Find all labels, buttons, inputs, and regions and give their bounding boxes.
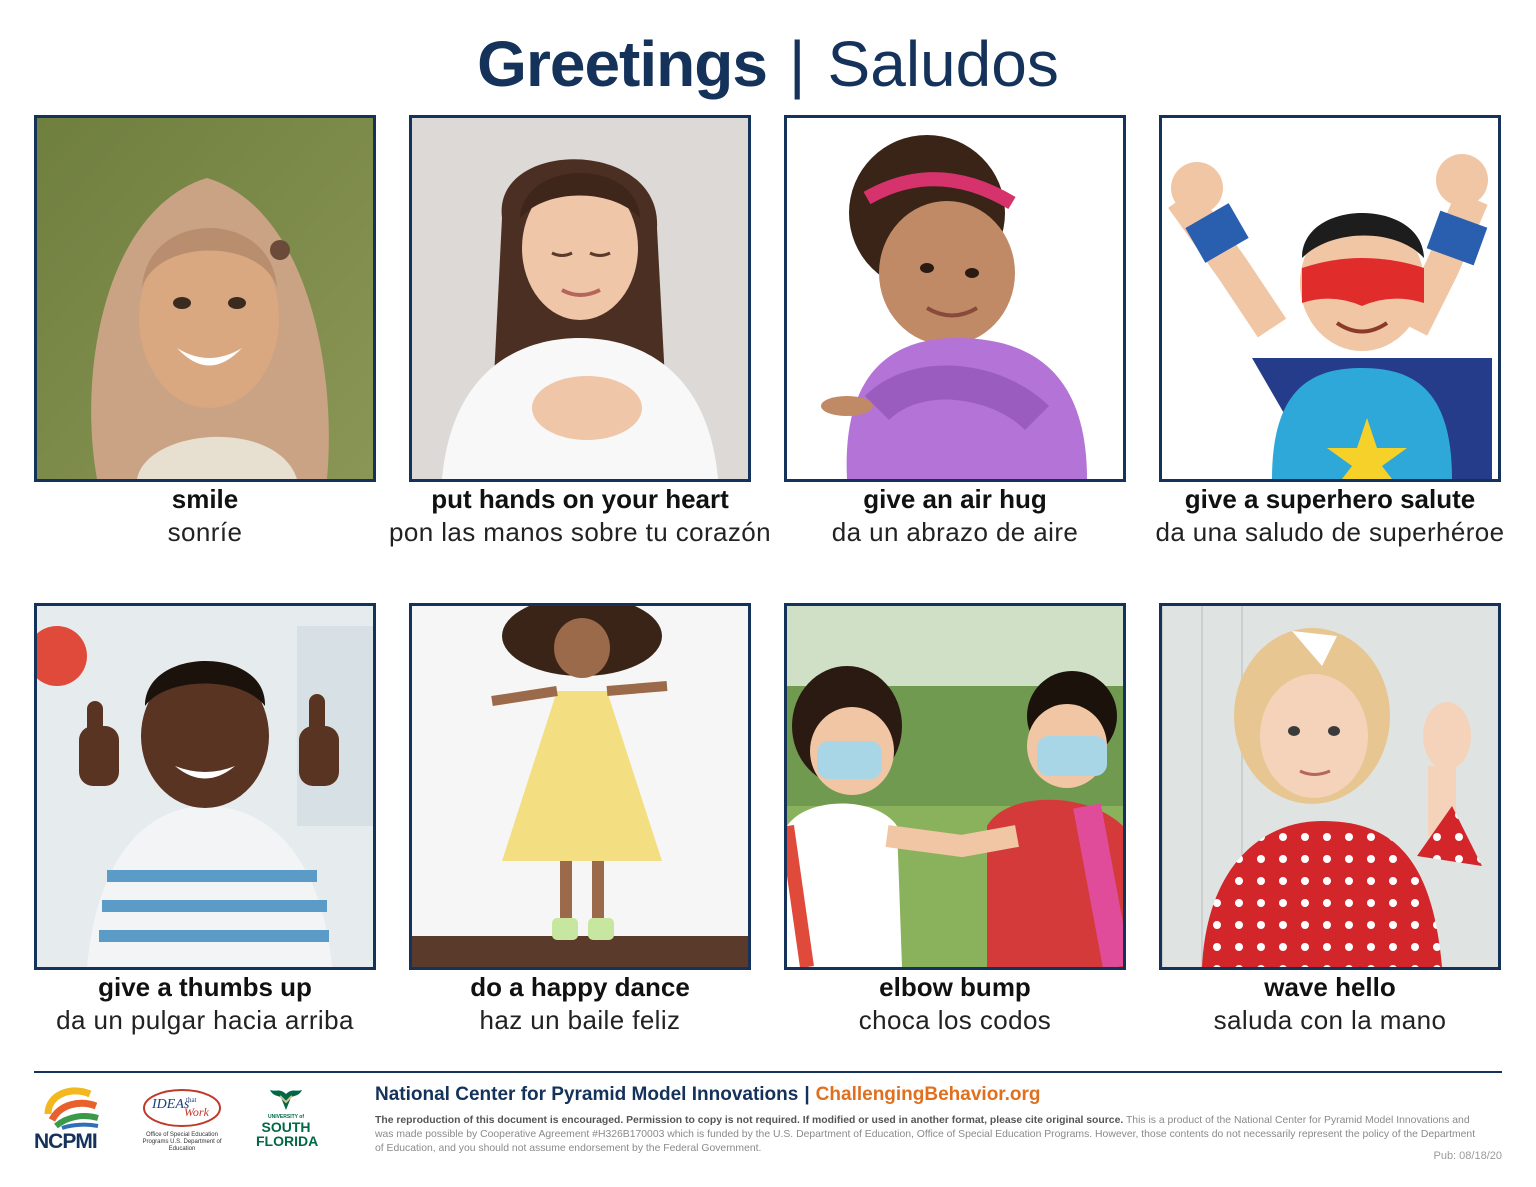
footer-separator: | (804, 1084, 810, 1105)
caption-spanish: pon las manos sobre tu corazón (389, 517, 771, 547)
ncpmi-logo-text: NCPMI (34, 1130, 97, 1153)
usf-south: SOUTH (261, 1119, 311, 1135)
caption-english: give a superhero salute (1184, 484, 1476, 514)
caption-english: wave hello (1264, 972, 1396, 1002)
caption-spanish: da un abrazo de aire (831, 517, 1079, 547)
work-word: Work (184, 1105, 209, 1119)
caption-english: elbow bump (879, 972, 1031, 1002)
footer-fine-bold: The reproduction of this document is encouraged. Permission to copy is not required. If modified or used in another format, please cite original source. (375, 1115, 1124, 1126)
girl-hands-on-heart-photo (409, 115, 751, 482)
publication-date: Pub: 08/18/20 (1433, 1150, 1502, 1162)
girl-dancing-yellow-dress-photo (409, 603, 751, 970)
that-word: that (186, 1096, 197, 1104)
footer-fine-print (375, 1114, 1485, 1156)
caption-spanish: sonríe (167, 517, 243, 547)
ideas-that-work-logo[interactable] (140, 1086, 224, 1154)
footer-site-link[interactable]: ChallengingBehavior.org (815, 1084, 1041, 1105)
ncpmi-logo[interactable] (34, 1082, 108, 1154)
caption-english: smile (171, 484, 239, 514)
caption-english: do a happy dance (470, 972, 690, 1002)
caption-english: put hands on your heart (431, 484, 729, 514)
caption-english: give a thumbs up (98, 972, 312, 1002)
footer-fine-rest: This is a product of the National Center for Pyramid Model Innovations and was made possible by Cooperative Agreement #H326B170003 which is funded by the U.S. Department of Education, Office of Special Education Programs. However, those contents do not necessarily represent the policy of the Department of Education, and you should not assume endorsement by the Federal Government. (375, 1115, 1476, 1154)
ideas-that-work-icon (140, 1086, 224, 1130)
toddler-air-hug-photo (784, 115, 1126, 482)
usf-logo[interactable] (256, 1084, 319, 1156)
boy-thumbs-up-photo (34, 603, 376, 970)
footer-divider (34, 1071, 1502, 1073)
ncpmi-swirl-icon (42, 1084, 100, 1130)
caption-spanish: saluda con la mano (1213, 1005, 1447, 1035)
usf-university-of: UNIVERSITY of (267, 1114, 305, 1120)
boy-superhero-mask-photo (1159, 115, 1501, 482)
title-spanish: Saludos (827, 28, 1059, 100)
footer-logos (34, 1082, 334, 1162)
caption-spanish: haz un baile feliz (479, 1005, 681, 1035)
footer-org-name: National Center for Pyramid Model Innovations (375, 1084, 799, 1105)
usf-florida: FLORIDA (256, 1133, 319, 1149)
girl-waving-red-dress-photo (1159, 603, 1501, 970)
page-title (0, 24, 1536, 104)
ideas-subtitle: Office of Special Education Programs U.S. Department of Education (142, 1132, 222, 1152)
title-english: Greetings (477, 28, 767, 100)
caption-spanish: choca los codos (858, 1005, 1052, 1035)
caption-spanish: da una saludo de superhéroe (1155, 517, 1505, 547)
girl-hijab-smiling-photo (34, 115, 376, 482)
footer-heading (375, 1083, 1505, 1107)
ideas-word: IDEAs (152, 1097, 190, 1112)
caption-spanish: da un pulgar hacia arriba (56, 1005, 354, 1035)
title-separator: | (788, 28, 806, 100)
usf-bull-icon (266, 1084, 306, 1112)
footer-text (375, 1083, 1505, 1156)
kids-masks-elbow-bump-photo (784, 603, 1126, 970)
caption-english: give an air hug (863, 484, 1047, 514)
